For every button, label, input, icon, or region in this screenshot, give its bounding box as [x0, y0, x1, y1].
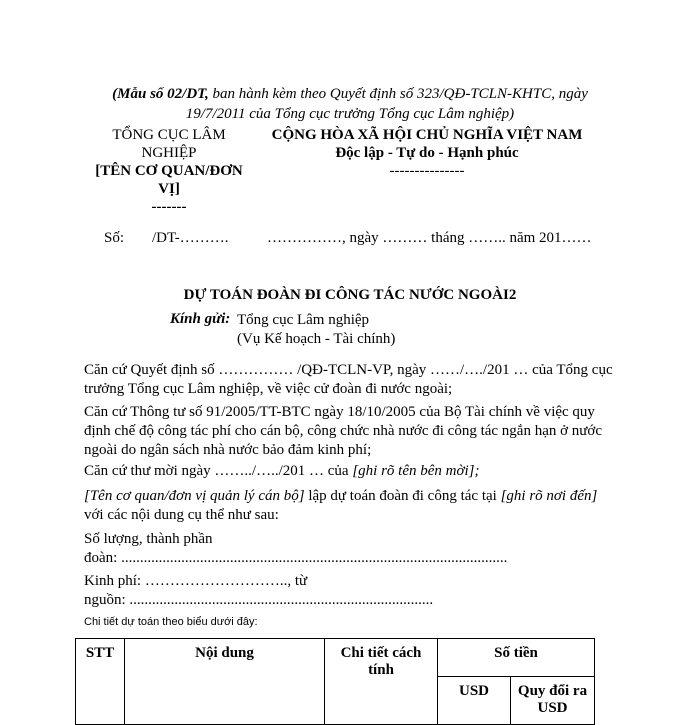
invitation-italic: [ghi rõ tên bên mời]; [352, 463, 480, 479]
unit-text: lập dự toán đoàn đi công tác tại [304, 488, 501, 504]
detail-note: Chi tiết dự toán theo biểu dưới đây: [84, 616, 258, 628]
recipient-name: Tổng cục Lâm nghiệp [237, 312, 370, 328]
paragraph-unit [84, 487, 614, 525]
org-name: TỔNG CỤC LÂM NGHIỆP [112, 127, 226, 161]
form-caption-code: (Mẫu số 02/DT, [112, 86, 209, 102]
recipient [237, 311, 395, 349]
nation-motto: Độc lập - Tự do - Hạnh phúc [335, 145, 519, 161]
doc-number-code: /DT-………. [152, 230, 229, 246]
paragraph-members [84, 530, 614, 568]
header-calc: Chi tiết cách tính [325, 639, 438, 725]
unit-tail: với các nội dung cụ thể như sau: [84, 507, 279, 523]
issuing-organization [84, 126, 254, 216]
funding-line-2: nguồn: ................................................................................. [84, 592, 434, 608]
members-line-1: Số lượng, thành phần [84, 531, 213, 547]
table-header-row [76, 639, 595, 677]
national-header [262, 126, 592, 180]
unit-italic: [Tên cơ quan/đơn vị quản lý cán bộ] [84, 488, 305, 504]
paragraph-funding [84, 572, 614, 610]
destination-italic: [ghi rõ nơi đến] [500, 488, 598, 504]
header-amount: Số tiền [438, 639, 595, 677]
recipient-label: Kính gửi: [170, 311, 231, 327]
doc-title: DỰ TOÁN ĐOÀN ĐI CÔNG TÁC NƯỚC NGOÀI2 [183, 287, 517, 303]
header-content: Nội dung [125, 639, 325, 725]
doc-number-label: Số: [104, 230, 125, 246]
header-stt: STT [76, 639, 125, 725]
header-convert: Quy đổi ra USD [511, 677, 595, 725]
members-line-2: đoàn: ....................................................................................................... [84, 550, 508, 566]
funding-line-1: Kinh phí: ……………………….., từ [84, 573, 308, 589]
invitation-text: Căn cứ thư mời ngày ……../…../201 … của [84, 463, 353, 479]
form-caption-text: ban hành kèm theo Quyết định số 323/QĐ-TCLN-KHTC, ngày 19/7/2011 của Tổng cục trưởng Tổng cục Lâm nghiệp) [185, 86, 588, 122]
motto-rule: --------------- [389, 163, 465, 179]
org-rule: ------- [151, 199, 187, 215]
org-unit: [TÊN CƠ QUAN/ĐƠN VỊ] [95, 163, 243, 197]
paragraph-invitation [84, 462, 614, 481]
recipient-dept: (Vụ Kế hoạch - Tài chính) [237, 331, 396, 347]
estimate-table [75, 638, 595, 725]
nation-name: CỘNG HÒA XÃ HỘI CHỦ NGHĨA VIỆT NAM [271, 127, 583, 143]
form-caption [100, 84, 600, 124]
paragraph-decision: Căn cứ Quyết định số …………… /QĐ-TCLN-VP, ngày ……/…./201 … của Tổng cục trưởng Tổng cục Lâm nghiệp, về việc cử đoàn đi nước ngoài; [84, 362, 613, 397]
doc-date: ……………, ngày ……… tháng …….. năm 201…… [267, 230, 592, 246]
paragraph-circular: Căn cứ Thông tư số 91/2005/TT-BTC ngày 18/10/2005 của Bộ Tài chính về việc quy định chế độ công tác phí cho cán bộ, công chức nhà nước đi công tác ngắn hạn ở nước ngoài do ngân sách nhà nước bảo đảm kinh phí; [84, 404, 603, 458]
header-usd: USD [438, 677, 511, 725]
